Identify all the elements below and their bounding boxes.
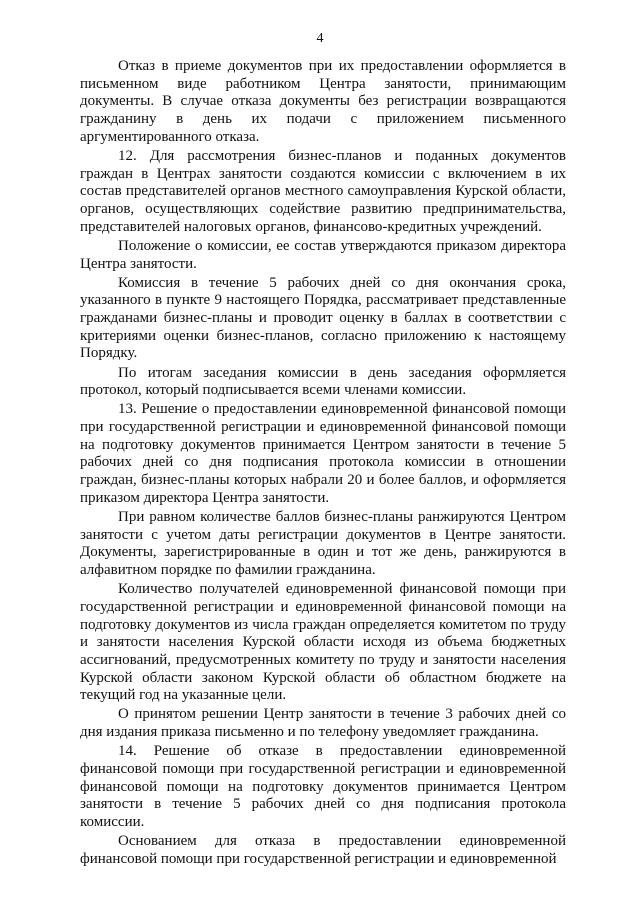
paragraph: 14. Решение об отказе в предоставлении единовременной финансовой помощи при государственной регистрации и единовременной финансовой помощи на подготовку документов принимается Центром занятости в течение 5 рабочих дней со дня подписания протокола комиссии. <box>80 743 566 831</box>
paragraph: Отказ в приеме документов при их предоставлении оформляется в письменном виде работником Центра занятости, принимающим документы. В случае отказа документы без регистрации возвращаются гражданину в день их подачи с приложением письменного аргументированного отказа. <box>80 58 566 145</box>
page-number: 4 <box>316 31 324 46</box>
paragraph: Количество получателей единовременной финансовой помощи при государственной регистрации и единовременной финансовой помощи на подготовку документов из числа граждан определяется комитетом по труду и занятости населения Курской области исходя из объема бюджетных ассигнований, предусмотренных комитету по труду и занятости населения Курской области законом Курской области об областном бюджете на текущий год на указанные цели. <box>80 581 566 704</box>
paragraph: Положение о комиссии, ее состав утверждаются приказом директора Центра занятости. <box>80 237 566 272</box>
body-text <box>80 58 566 870</box>
paragraph: 13. Решение о предоставлении единовременной финансовой помощи при государственной регистрации и единовременной финансовой помощи на подготовку документов принимается Центром занятости в течение 5 рабочих дней со дня подписания протокола комиссии в отношении граждан, бизнес-планы которых набрали 20 и более баллов, и оформляется приказом директора Центра занятости. <box>80 401 566 506</box>
paragraph: Основанием для отказа в предоставлении единовременной финансовой помощи при государственной регистрации и единовременной <box>80 833 566 867</box>
paragraph: О принятом решении Центр занятости в течение 3 рабочих дней со дня издания приказа письменно и по телефону уведомляет гражданина. <box>80 706 566 741</box>
paragraph: Комиссия в течение 5 рабочих дней со дня окончания срока, указанного в пункте 9 настоящего Порядка, рассматривает представленные гражданами бизнес-планы и проводит оценку в баллах в соответствии с критериями оценки бизнес-планов, согласно приложению к настоящему Порядку. <box>80 274 566 362</box>
paragraph: 12. Для рассмотрения бизнес-планов и поданных документов граждан в Центрах занятости создаются комиссии с включением в их состав представителей органов местного самоуправления Курской области, органов, осуществляющих содействие развитию предпринимательства, представителей налоговых органов, финансово-кредитных учреждений. <box>80 147 566 235</box>
paragraph: При равном количестве баллов бизнес-планы ранжируются Центром занятости с учетом даты регистрации документов в Центре занятости. Документы, зарегистрированные в один и тот же день, ранжируются в алфавитном порядке по фамилии гражданина. <box>80 508 566 579</box>
paragraph: По итогам заседания комиссии в день заседания оформляется протокол, который подписывается всеми членами комиссии. <box>80 364 566 399</box>
